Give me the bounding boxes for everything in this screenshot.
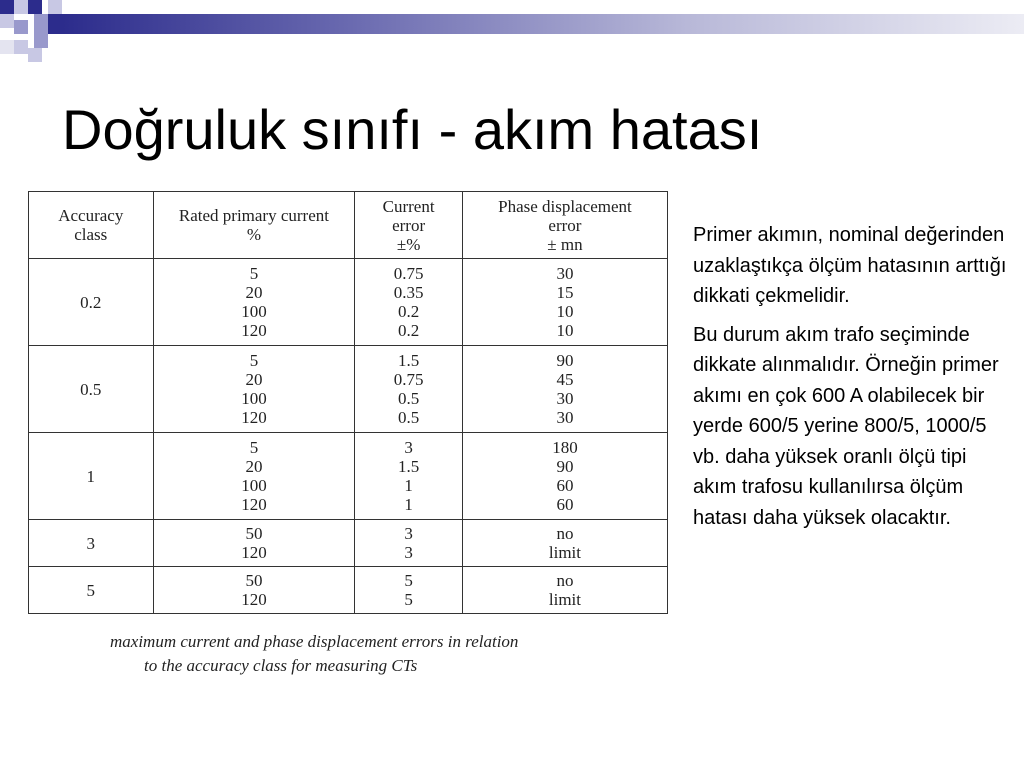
cell-current-error: 0.75 0.35 0.2 0.2 (355, 259, 463, 346)
side-paragraph-1: Primer akımın, nominal değerinden uzaklaştıkça ölçüm hatasının arttığı dikkati çekmelidir. (693, 224, 1007, 307)
table-caption-line-1: maximum current and phase displacement errors in relation (110, 632, 519, 651)
title-gradient-bar (62, 14, 1024, 34)
corner-square-light-5 (0, 40, 14, 54)
cell-phase-displacement-error: 90 45 30 30 (462, 346, 667, 433)
cell-current-error: 3 3 (355, 520, 463, 567)
table-header-row (29, 192, 668, 259)
table-caption (90, 630, 610, 678)
cell-rated-primary-current: 5 20 100 120 (153, 259, 355, 346)
side-paragraph-2: Bu durum akım trafo seçiminde dikkate alınmalıdır. Örneğin primer akımı en çok 600 A olabilecek bir yerde 600/5 yerine 800/5, 1000/5 vb. daha yüksek oranlı ölçü tipi akım trafosu kullanılırsa ölçüm hatası daha yüksek olacaktır. (693, 323, 999, 529)
corner-square-light-3 (0, 14, 14, 28)
corner-square-mid-3 (34, 34, 48, 48)
table-row (29, 567, 668, 614)
corner-square-dark-1 (0, 0, 14, 14)
corner-square-light-2 (48, 0, 62, 14)
corner-square-dark-2 (28, 0, 42, 14)
cell-current-error: 1.5 0.75 0.5 0.5 (355, 346, 463, 433)
table-row (29, 259, 668, 346)
header-accuracy-class: Accuracy class (29, 192, 154, 259)
cell-phase-displacement-error: no limit (462, 567, 667, 614)
cell-phase-displacement-error: 180 90 60 60 (462, 433, 667, 520)
cell-rated-primary-current: 5 20 100 120 (153, 433, 355, 520)
table-row (29, 520, 668, 567)
corner-square-light-4 (14, 40, 28, 54)
header-current-error: Current error ±% (355, 192, 463, 259)
table-caption-line-2: to the accuracy class for measuring CTs (144, 656, 418, 675)
cell-accuracy-class: 5 (29, 567, 154, 614)
side-text (693, 220, 1013, 541)
corner-square-mid-1 (14, 20, 28, 34)
cell-accuracy-class: 3 (29, 520, 154, 567)
cell-phase-displacement-error: no limit (462, 520, 667, 567)
cell-rated-primary-current: 50 120 (153, 520, 355, 567)
cell-accuracy-class: 1 (29, 433, 154, 520)
cell-rated-primary-current: 50 120 (153, 567, 355, 614)
cell-accuracy-class: 0.5 (29, 346, 154, 433)
header-rated-primary-current: Rated primary current % (153, 192, 355, 259)
cell-rated-primary-current: 5 20 100 120 (153, 346, 355, 433)
cell-phase-displacement-error: 30 15 10 10 (462, 259, 667, 346)
cell-current-error: 3 1.5 1 1 (355, 433, 463, 520)
corner-square-light-1 (14, 0, 28, 14)
table-row (29, 433, 668, 520)
corner-square-dark-3 (48, 14, 62, 34)
cell-current-error: 5 5 (355, 567, 463, 614)
slide-title: Doğruluk sınıfı - akım hatası (62, 98, 763, 161)
cell-accuracy-class: 0.2 (29, 259, 154, 346)
accuracy-class-table (28, 191, 668, 614)
corner-square-light-6 (28, 48, 42, 62)
table-row (29, 346, 668, 433)
header-phase-displacement-error: Phase displacement error ± mn (462, 192, 667, 259)
corner-square-mid-2 (34, 14, 48, 34)
